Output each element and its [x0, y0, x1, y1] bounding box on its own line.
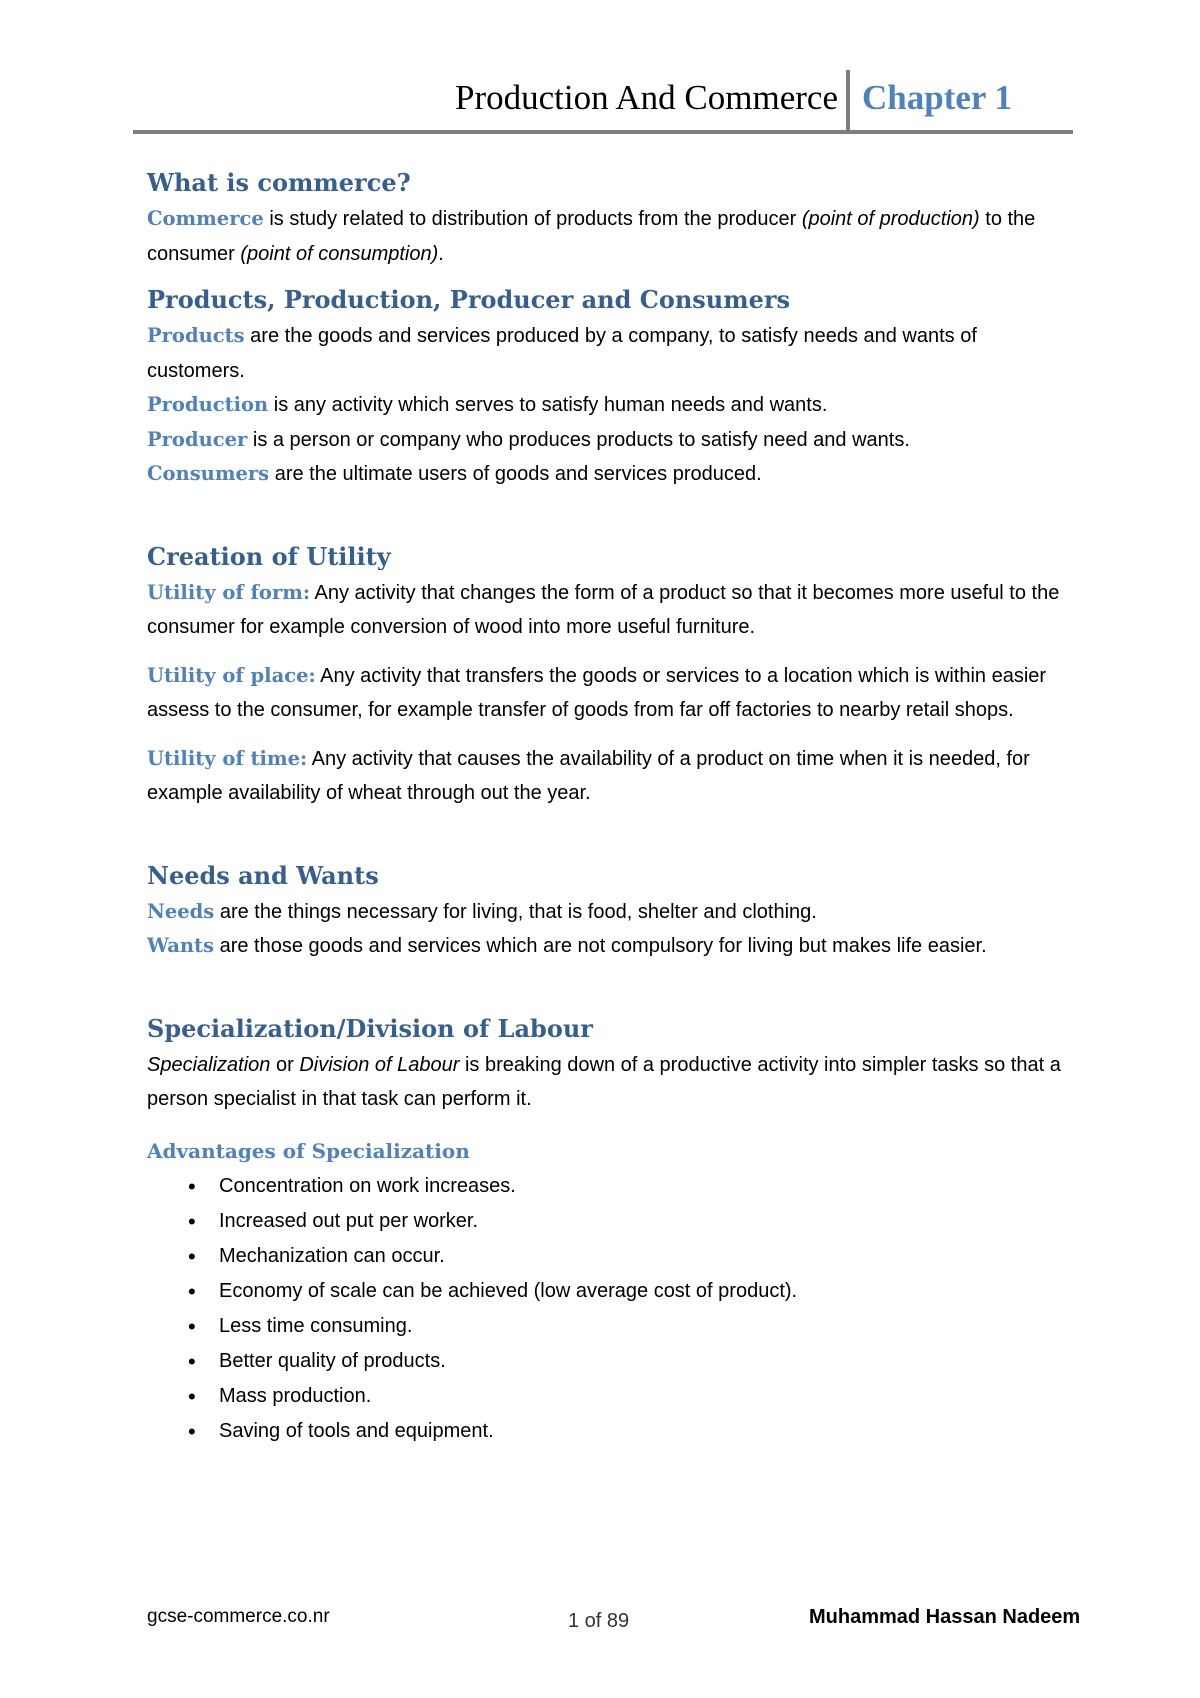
definition-needs — [147, 895, 1067, 930]
list-item: • Economy of scale can be achieved (low average cost of product). — [219, 1274, 1067, 1309]
header-rule — [133, 130, 1073, 134]
specialization-definition — [147, 1048, 1067, 1117]
list-item: • Less time consuming. — [219, 1309, 1067, 1344]
definition-utility-time — [147, 742, 1067, 811]
definition-consumers — [147, 457, 1067, 492]
footer-page-number: 1 of 89 — [568, 1610, 630, 1632]
header-title: Production And Commerce — [454, 78, 838, 117]
list-item: • Better quality of products. — [219, 1344, 1067, 1379]
list-item: • Mechanization can occur. — [219, 1239, 1067, 1274]
definition-text: Any activity that causes the availability of a product on time when it is needed, for example availability of wheat through out the year. — [147, 747, 1030, 804]
definition-text: Any activity that transfers the goods or services to a location which is within easier assess to the consumer, for example transfer of goods from far off factories to nearby retail shops. — [147, 664, 1047, 721]
list-item: • Increased out put per worker. — [219, 1204, 1067, 1239]
term-utility-time: Utility of time: — [147, 746, 308, 770]
term-commerce: Commerce — [147, 207, 264, 230]
definition-text: are those goods and services which are not compulsory for living but makes life easier. — [214, 935, 987, 957]
definition-utility-place — [147, 659, 1067, 728]
list-item: • Concentration on work increases. — [219, 1169, 1067, 1204]
footer-author: Muhammad Hassan Nadeem — [809, 1606, 1081, 1628]
definition-text: . — [438, 242, 444, 265]
term-utility-place: Utility of place: — [147, 663, 316, 687]
definition-text: is study related to distribution of products from the producer — [263, 208, 802, 230]
italic-text: (point of production) — [801, 208, 980, 230]
term-utility-form: Utility of form: — [147, 580, 311, 604]
commerce-definition — [147, 202, 1067, 271]
italic-text: Specialization — [147, 1053, 271, 1076]
definition-text: are the ultimate users of goods and services produced. — [269, 463, 762, 485]
definition-text: Any activity that changes the form of a product so that it becomes more useful to the consumer for example conversion of wood into more useful furniture. — [147, 581, 1060, 638]
page-content — [147, 168, 1067, 1449]
definition-text: to the consumer — [147, 208, 1036, 265]
header-chapter: Chapter 1 — [862, 78, 1013, 117]
definition-text: is breaking down of a productive activity into simpler tasks so that a person specialist in that task can perform it. — [147, 1053, 1061, 1110]
term-consumers: Consumers — [147, 462, 270, 485]
definition-producer — [147, 423, 1067, 458]
section-heading-needs: Needs and Wants — [147, 860, 379, 890]
footer-website: gcse-commerce.co.nr — [147, 1606, 330, 1627]
italic-text: (point of consumption) — [240, 242, 439, 265]
definition-text: is a person or company who produces products to satisfy need and wants. — [247, 428, 910, 451]
section-heading-utility: Creation of Utility — [147, 541, 391, 571]
term-production: Production — [147, 393, 269, 416]
definition-text: are the goods and services produced by a company, to satisfy needs and wants of customers. — [147, 325, 977, 382]
section-heading-commerce: What is commerce? — [147, 168, 411, 197]
advantages-list — [147, 1169, 1067, 1449]
definition-products — [147, 319, 1067, 388]
list-item: • Mass production. — [219, 1379, 1067, 1414]
list-item: • Saving of tools and equipment. — [219, 1414, 1067, 1449]
term-products: Products — [147, 324, 245, 347]
term-needs: Needs — [147, 899, 215, 923]
section-heading-specialization: Specialization/Division of Labour — [147, 1013, 593, 1043]
term-producer: Producer — [147, 427, 248, 451]
definition-text: are the things necessary for living, that is food, shelter and clothing. — [214, 900, 817, 923]
definition-utility-form — [147, 576, 1067, 645]
section-heading-products: Products, Production, Producer and Consumers — [147, 285, 791, 314]
term-wants: Wants — [147, 934, 215, 957]
definition-production — [147, 388, 1067, 423]
italic-text: Division of Labour — [299, 1053, 460, 1076]
definition-text: is any activity which serves to satisfy human needs and wants. — [268, 394, 828, 416]
definition-wants — [147, 929, 1067, 964]
definition-text: or — [270, 1053, 300, 1076]
subheading-advantages: Advantages of Specialization — [147, 1138, 470, 1163]
header-divider — [846, 70, 850, 132]
